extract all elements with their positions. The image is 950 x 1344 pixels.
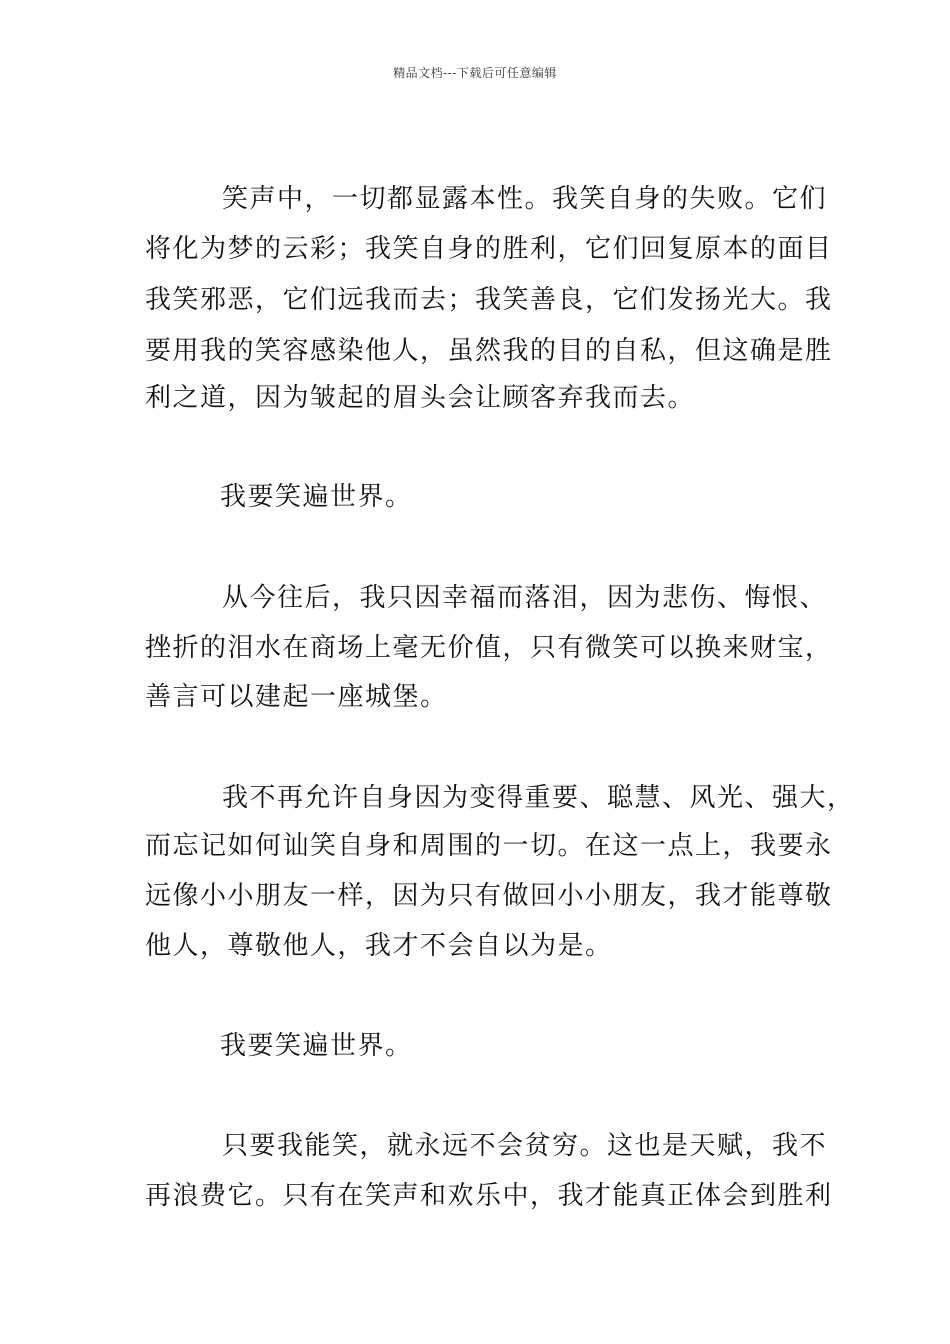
paragraph-4-line-3: 远像小小朋友一样，因为只有做回小小朋友，我才能尊敬: [145, 881, 833, 911]
paragraph-6-line-1: 只要我能笑，就永远不会贫穷。这也是天赋，我不: [222, 1131, 828, 1161]
paragraph-5-line-1: 我要笑遍世界。: [220, 1031, 413, 1061]
paragraph-6-line-2: 再浪费它。只有在笑声和欢乐中，我才能真正体会到胜利: [145, 1181, 833, 1211]
paragraph-4-line-2: 而忘记如何讪笑自身和周围的一切。在这一点上，我要永: [145, 831, 833, 861]
paragraph-1-line-3: 我笑邪恶，它们远我而去；我笑善良，它们发扬光大。我: [145, 285, 833, 315]
paragraph-3-line-2: 挫折的泪水在商场上毫无价值，只有微笑可以换来财宝，: [145, 633, 833, 663]
paragraph-4-line-4: 他人，尊敬他人，我才不会自以为是。: [145, 931, 613, 961]
page-header: 精品文档---下载后可任意编辑: [393, 66, 557, 80]
paragraph-1-line-4: 要用我的笑容感染他人，虽然我的目的自私，但这确是胜: [145, 336, 833, 366]
paragraph-3-line-1: 从今往后，我只因幸福而落泪，因为悲伤、悔恨、: [222, 583, 828, 613]
paragraph-4-line-1: 我不再允许自身因为变得重要、聪慧、风光、强大，: [222, 783, 855, 813]
paragraph-3-line-3: 善言可以建起一座城堡。: [145, 682, 448, 712]
paragraph-2-line-1: 我要笑遍世界。: [220, 482, 413, 512]
paragraph-1-line-5: 利之道，因为皱起的眉头会让顾客弃我而去。: [145, 383, 696, 413]
paragraph-1-line-1: 笑声中，一切都显露本性。我笑自身的失败。它们: [222, 184, 828, 214]
paragraph-1-line-2: 将化为梦的云彩；我笑自身的胜利，它们回复原本的面目: [145, 234, 833, 264]
